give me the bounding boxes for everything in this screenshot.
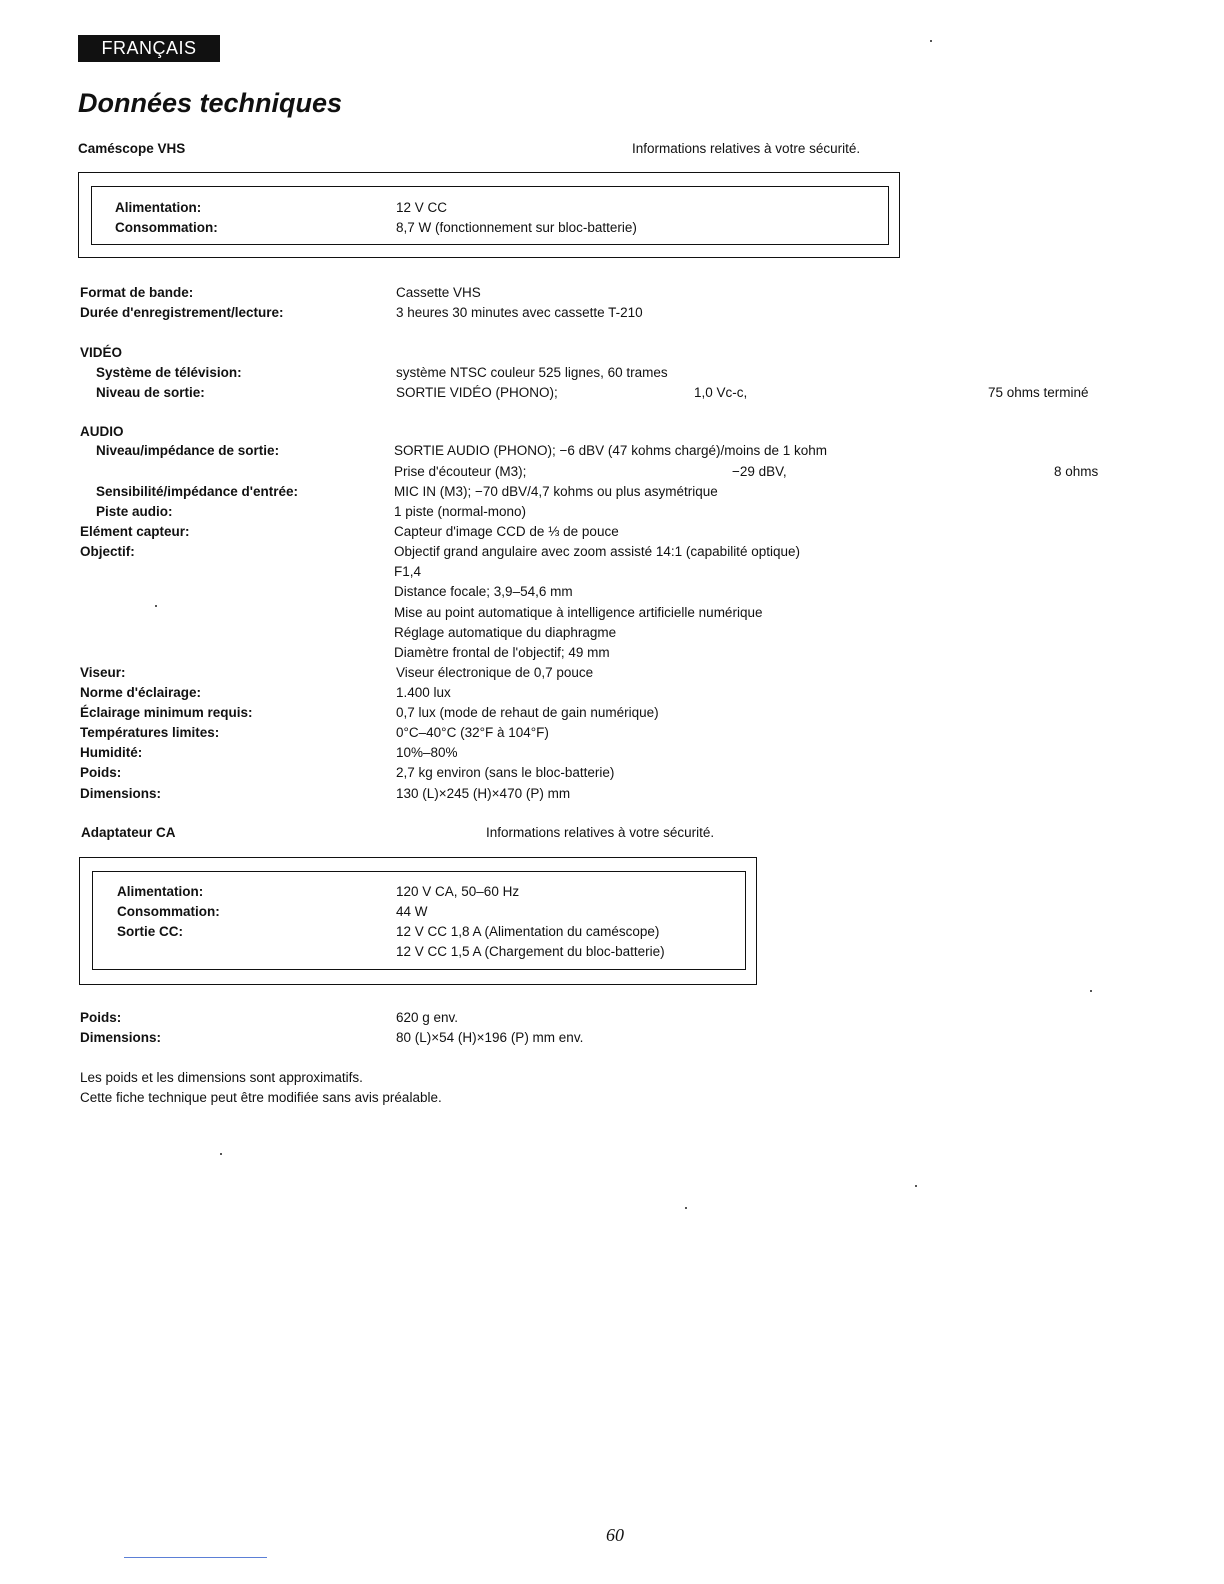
viewfinder-label: Viseur:: [80, 665, 126, 680]
pickup-label: Elément capteur:: [80, 524, 190, 539]
humidity-label: Humidité:: [80, 745, 143, 760]
adapter-safety-note: Informations relatives à votre sécurité.: [486, 825, 715, 840]
camcorder-supply-label: Alimentation:: [115, 200, 202, 215]
scan-speck: [685, 1207, 687, 1209]
viewfinder-value: Viseur électronique de 0,7 pouce: [396, 665, 594, 680]
headphone-value: Prise d'écouteur (M3);: [394, 464, 527, 479]
scan-speck: [1090, 990, 1092, 992]
rec-time-label: Durée d'enregistrement/lecture:: [80, 305, 284, 320]
audio-output-label: Niveau/impédance de sortie:: [96, 443, 280, 458]
adapter-dc-output-value: 12 V CC 1,8 A (Alimentation du caméscope): [396, 924, 660, 939]
min-illumination-label: Éclairage minimum requis:: [80, 705, 253, 720]
weight-label: Poids:: [80, 765, 122, 780]
adapter-supply-label: Alimentation:: [117, 884, 204, 899]
tv-system-value: système NTSC couleur 525 lignes, 60 trames: [396, 365, 668, 380]
video-output-level: 1,0 Vc-c,: [694, 385, 748, 400]
lens-line: Objectif grand angulaire avec zoom assisté 14:1 (capabilité optique): [394, 544, 800, 559]
audio-input-label: Sensibilité/impédance d'entrée:: [96, 484, 299, 499]
scan-speck: [915, 1185, 917, 1187]
page-title: Données techniques: [78, 88, 343, 118]
lens-line: Distance focale; 3,9–54,6 mm: [394, 584, 573, 599]
language-tab: FRANÇAIS: [78, 35, 220, 62]
adapter-consumption-value: 44 W: [396, 904, 428, 919]
pickup-value: Capteur d'image CCD de ⅓ de pouce: [394, 524, 619, 539]
headphone-impedance: 8 ohms: [1054, 464, 1099, 479]
adapter-dimensions-label: Dimensions:: [80, 1030, 162, 1045]
adapter-heading: Adaptateur CA: [81, 825, 176, 840]
scan-speck: [220, 1153, 222, 1155]
min-illumination-value: 0,7 lux (mode de rehaut de gain numérique): [396, 705, 659, 720]
adapter-weight-value: 620 g env.: [396, 1010, 459, 1025]
camcorder-consumption-value: 8,7 W (fonctionnement sur bloc-batterie): [396, 220, 637, 235]
video-output-label: Niveau de sortie:: [96, 385, 205, 400]
illumination-value: 1.400 lux: [396, 685, 451, 700]
note-subject-to-change: Cette fiche technique peut être modifiée sans avis préalable.: [80, 1090, 442, 1105]
footer-rule: [124, 1557, 267, 1558]
audio-track-value: 1 piste (normal-mono): [394, 504, 527, 519]
adapter-dc-output-label: Sortie CC:: [117, 924, 184, 939]
tv-system-label: Système de télévision:: [96, 365, 242, 380]
adapter-dc-output-value-2: 12 V CC 1,5 A (Chargement du bloc-batterie): [396, 944, 665, 959]
adapter-weight-label: Poids:: [80, 1010, 122, 1025]
lens-label: Objectif:: [80, 544, 135, 559]
video-output-value: SORTIE VIDÉO (PHONO);: [396, 385, 558, 400]
audio-output-value: SORTIE AUDIO (PHONO); −6 dBV (47 kohms chargé)/moins de 1 kohm: [394, 443, 828, 458]
dimensions-label: Dimensions:: [80, 786, 162, 801]
lens-line: Diamètre frontal de l'objectif; 49 mm: [394, 645, 610, 660]
weight-value: 2,7 kg environ (sans le bloc-batterie): [396, 765, 615, 780]
rec-time-value: 3 heures 30 minutes avec cassette T-210: [396, 305, 643, 320]
temperature-label: Températures limites:: [80, 725, 220, 740]
camcorder-supply-value: 12 V CC: [396, 200, 448, 215]
humidity-value: 10%–80%: [396, 745, 458, 760]
camcorder-consumption-label: Consommation:: [115, 220, 218, 235]
page-number: 60: [606, 1525, 624, 1545]
scan-speck: [155, 605, 157, 607]
audio-heading: AUDIO: [80, 424, 124, 439]
audio-track-label: Piste audio:: [96, 504, 173, 519]
tape-format-value: Cassette VHS: [396, 285, 481, 300]
scan-speck: [930, 40, 932, 42]
adapter-dimensions-value: 80 (L)×54 (H)×196 (P) mm env.: [396, 1030, 584, 1045]
lens-line: F1,4: [394, 564, 422, 579]
adapter-consumption-label: Consommation:: [117, 904, 220, 919]
tape-format-label: Format de bande:: [80, 285, 194, 300]
temperature-value: 0°C–40°C (32°F à 104°F): [396, 725, 549, 740]
adapter-supply-value: 120 V CA, 50–60 Hz: [396, 884, 520, 899]
note-approximate: Les poids et les dimensions sont approximatifs.: [80, 1070, 363, 1085]
dimensions-value: 130 (L)×245 (H)×470 (P) mm: [396, 786, 571, 801]
video-heading: VIDÉO: [80, 345, 123, 360]
camcorder-safety-note: Informations relatives à votre sécurité.: [632, 141, 861, 156]
video-output-impedance: 75 ohms terminé: [988, 385, 1089, 400]
lens-line: Mise au point automatique à intelligence artificielle numérique: [394, 605, 763, 620]
illumination-label: Norme d'éclairage:: [80, 685, 202, 700]
camcorder-heading: Caméscope VHS: [78, 141, 186, 156]
audio-input-value: MIC IN (M3); −70 dBV/4,7 kohms ou plus asymétrique: [394, 484, 718, 499]
headphone-level: −29 dBV,: [732, 464, 787, 479]
lens-line: Réglage automatique du diaphragme: [394, 625, 617, 640]
